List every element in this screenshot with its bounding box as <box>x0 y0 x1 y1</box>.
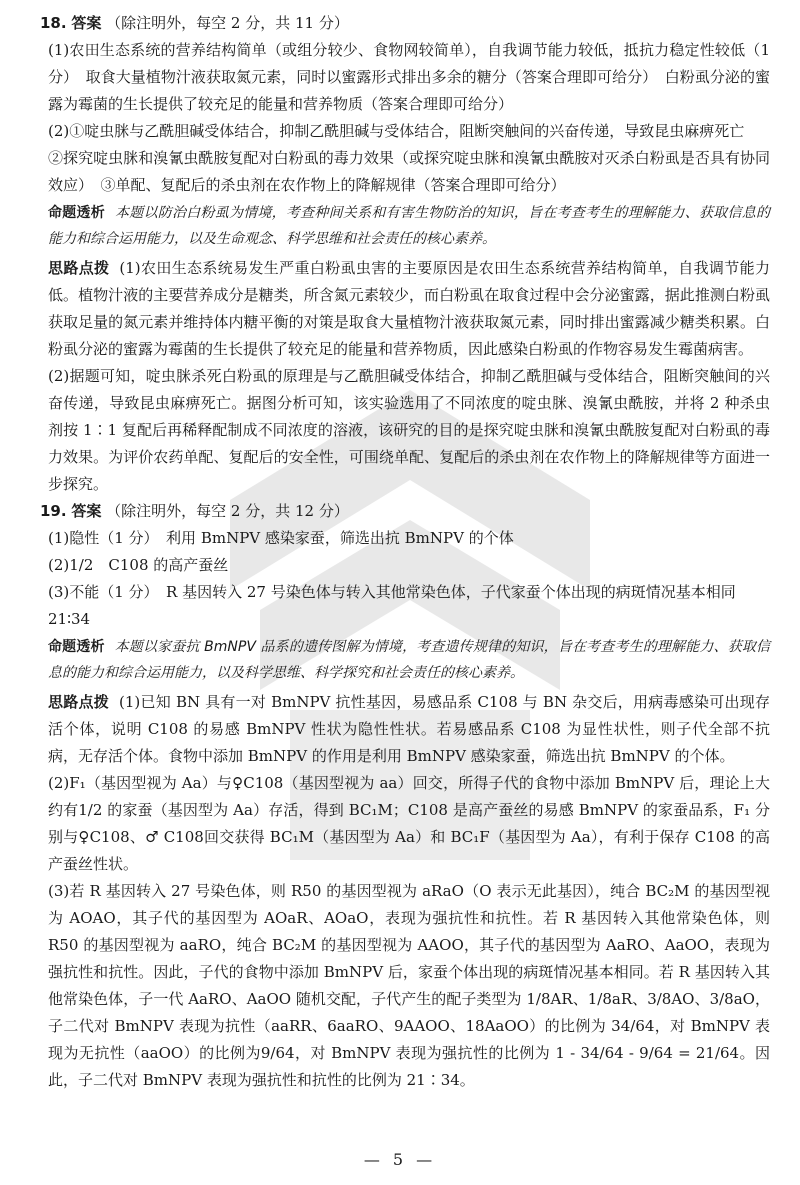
q18-hint-1-text: (1)农田生态系统易发生严重白粉虱虫害的主要原因是农田生态系统营养结构简单，自我调节能力低。植物汁液的主要营养成分是糖类，所含氮元素较少，而白粉虱在取食过程中会分泌蜜露，据此推测白粉虱获取足量的氮元素并维持体内糖平衡的对策是取食大量植物汁液获取氮元素，同时排出蜜露减少糖类积累。白粉虱分泌的蜜露为霉菌的生长提供了较充足的能量和营养物质，因此感染白粉虱的作物容易发生霉菌病害。 <box>48 259 770 358</box>
q19-analysis <box>48 634 770 686</box>
q18-number: 18. <box>40 14 67 32</box>
q19-hint-1-text: (1)已知 BN 具有一对 BmNPV 抗性基因，易感品系 C108 与 BN 杂交后，用病毒感染可出现存活个体，说明 C108 的易感 BmNPV 性状为隐性性状。若易感品系 C108 为显性状性，则子代全部不抗病，无存活个体。食物中添加 BmNPV 的作用是利用 BmNPV 感染家蚕，筛选出抗 BmNPV 的个体。 <box>48 693 770 765</box>
q19-number: 19. <box>40 502 67 520</box>
q18-answer-label: 答案 <box>71 14 102 32</box>
q18-answer-3: ②探究啶虫脒和溴氰虫酰胺复配对白粉虱的毒力效果（或探究啶虫脒和溴氰虫酰胺对灭杀白粉虱是否具有协同效应） ③单配、复配后的杀虫剂在农作物上的降解规律（答案合理即可给分） <box>48 149 770 194</box>
q19-analysis-label: 命题透析 <box>48 639 105 655</box>
q19-answer-3: (3)不能（1 分） R 基因转入 27 号染色体与转入其他常染色体，子代家蚕个体出现的病斑情况基本相同 <box>48 583 736 601</box>
q18-hint-1 <box>48 255 770 363</box>
q18-answer-1: (1)农田生态系统的营养结构简单（或组分较少、食物网较简单），自我调节能力较低，抵抗力稳定性较低（1 分） 取食大量植物汁液获取氮元素，同时以蜜露形式排出多余的糖分（答案合理即可给分） 白粉虱分泌的蜜露为霉菌的生长提供了较充足的能量和营养物质（答案合理即可给分） <box>48 41 770 113</box>
q18-header <box>40 10 770 37</box>
q19-hint-label: 思路点拨 <box>48 693 109 711</box>
q18-analysis-label: 命题透析 <box>48 205 105 221</box>
q19-answer-label: 答案 <box>71 502 102 520</box>
q18-answer-2: (2)①啶虫脒与乙酰胆碱受体结合，抑制乙酰胆碱与受体结合，阻断突触间的兴奋传递，导致昆虫麻痹死亡 <box>48 122 745 140</box>
q18-analysis <box>48 200 770 252</box>
q19-header <box>40 498 770 525</box>
q18-analysis-text: 本题以防治白粉虱为情境，考查种间关系和有害生物防治的知识，旨在考查考生的理解能力、获取信息的能力和综合运用能力，以及生命观念、科学思维和社会责任的核心素养。 <box>48 205 771 247</box>
q19-hint-3: (3)若 R 基因转入 27 号染色体，则 R50 的基因型视为 aRaO（O 表示无此基因），纯合 BC₂M 的基因型视为 AOAO，其子代的基因型为 AOaR、AOaO，表现为强抗性和抗性。若 R 基因转入其他常染色体，则 R50 的基因型视为 aaRO，纯合 BC₂M 的基因型视为 AAOO，其子代的基因型为 AaRO、AaOO，表现为强抗性和抗性。因此，子代的食物中添加 BmNPV 后，家蚕个体出现的病斑情况基本相同。若 R 基因转入其他常染色体，子一代 AaRO、AaOO 随机交配，子代产生的配子类型为 1/8AR、1/8aR、3/8AO、3/8aO，子二代对 BmNPV 表现为抗性（aaRR、6aaRO、9AAOO、18AaOO）的比例为 34/64，对 BmNPV 表现为无抗性（aaOO）的比例为9/64，对 BmNPV 表现为强抗性的比例为 1 - 34/64 - 9/64 = 21/64。因此，子二代对 BmNPV 表现为强抗性和抗性的比例为 21∶34。 <box>48 882 770 1089</box>
q19-hint-1 <box>48 689 770 770</box>
q19-answer-2: (2)1/2 C108 的高产蚕丝 <box>48 556 229 574</box>
q19-answer-1: (1)隐性（1 分） 利用 BmNPV 感染家蚕，筛选出抗 BmNPV 的个体 <box>48 529 514 547</box>
answer-page <box>40 10 770 1094</box>
q19-analysis-text: 本题以家蚕抗 BmNPV 品系的遗传图解为情境，考查遗传规律的知识，旨在考查考生的理解能力、获取信息的能力和综合运用能力，以及科学思维、科学探究和社会责任的核心素养。 <box>48 639 771 681</box>
q18-hint-label: 思路点拨 <box>48 259 110 277</box>
q18-hint-2: (2)据题可知，啶虫脒杀死白粉虱的原理是与乙酰胆碱受体结合，抑制乙酰胆碱与受体结合，阻断突触间的兴奋传递，导致昆虫麻痹死亡。据图分析可知，该实验选用了不同浓度的啶虫脒、溴氰虫酰胺，并将 2 种杀虫剂按 1∶1 复配后再稀释配制成不同浓度的溶液，该研究的目的是探究啶虫脒和溴氰虫酰胺复配对白粉虱的毒力效果。为评价农药单配、复配后的安全性，可围绕单配、复配后的杀虫剂在农作物上的降解规律等方面进一步探究。 <box>48 367 770 493</box>
q19-scoring: （除注明外，每空 2 分，共 12 分） <box>106 502 349 520</box>
q18-scoring: （除注明外，每空 2 分，共 11 分） <box>106 14 349 32</box>
q19-hint-2: (2)F₁（基因型视为 Aa）与♀C108（基因型视为 aa）回交，所得子代的食物中添加 BmNPV 后，理论上大约有1/2 的家蚕（基因型为 Aa）存活，得到 BC₁M；C108 是高产蚕丝的易感 BmNPV 的家蚕品系，F₁ 分别与♀C108、♂ C108回交获得 BC₁M（基因型为 Aa）和 BC₁F（基因型为 Aa），有利于保存 C108 的高产蚕丝性状。 <box>48 774 770 873</box>
q19-answer-4: 21∶34 <box>48 610 91 628</box>
page-number: — 5 — <box>363 1150 437 1169</box>
